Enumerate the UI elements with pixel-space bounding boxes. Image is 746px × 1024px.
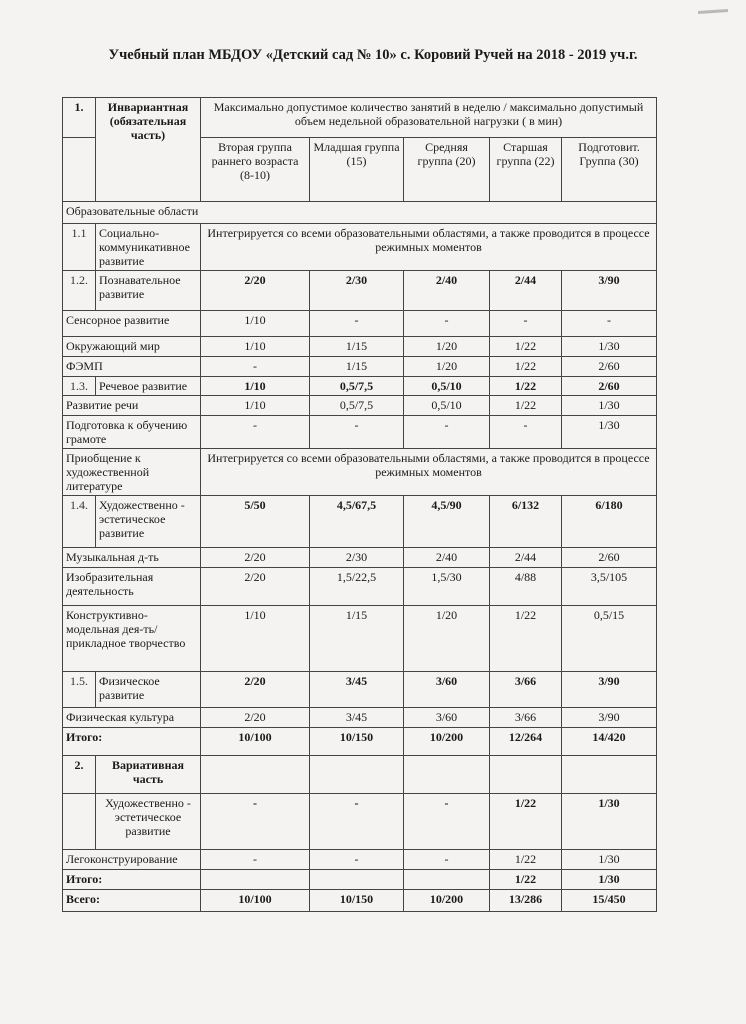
table-row [63,496,657,548]
table-row [63,756,657,794]
sub-label: Окружающий мир [63,337,201,357]
sub-value: 0,5/7,5 [310,396,404,416]
sub-value: 1/22 [490,357,562,377]
sub-label: Подготовка к обучению грамоте [63,416,201,449]
area-value: 1/22 [490,377,562,396]
area-value: - [404,794,490,850]
areas-title: Образовательные области [63,202,657,224]
sub-value: 1/22 [490,850,562,870]
sub-value: 3,5/105 [562,568,657,606]
sub-value: - [490,416,562,449]
sub-value: 3/90 [562,708,657,728]
blank-cell [562,756,657,794]
area-value: 4,5/67,5 [310,496,404,548]
table-row [63,449,657,496]
integrated-note: Интегрируется со всеми образовательными областями, а также проводится в процессе режимных моментов [201,449,657,496]
sub-label: Конструктивно-модельная дея-ть/прикладное творчество [63,606,201,672]
sub-value: - [490,311,562,337]
sub-label: Музыкальная д-ть [63,548,201,568]
area-label: Познавательное развитие [96,271,201,311]
sub-value: - [310,416,404,449]
group-header: Средняя группа (20) [404,138,490,202]
area-value: 2/20 [201,672,310,708]
table-row [63,672,657,708]
table-row [63,870,657,890]
total-label: Итого: [63,870,201,890]
sub-value: 1/20 [404,337,490,357]
table-row [63,271,657,311]
total-label: Всего: [63,890,201,912]
area-value: 2/40 [404,271,490,311]
area-value: 2/20 [201,271,310,311]
sub-value: 2/60 [562,357,657,377]
blank-cell [63,138,96,202]
load-header: Максимально допустимое количество занятий в неделю / максимально допустимый объем недельной образовательной нагрузки ( в мин) [201,98,657,138]
table-row [63,850,657,870]
area-value: 0,5/7,5 [310,377,404,396]
total-value: 15/450 [562,890,657,912]
sub-value: 1/15 [310,357,404,377]
blank-cell [404,756,490,794]
table-row [63,708,657,728]
table-row [63,794,657,850]
blank-cell [310,756,404,794]
blank-cell [490,756,562,794]
sub-value: 4/88 [490,568,562,606]
area-value: 3/60 [404,672,490,708]
row-num: 1.5. [63,672,96,708]
sub-value: 2/60 [562,548,657,568]
blank-cell [63,794,96,850]
area-value: 6/180 [562,496,657,548]
total-value [404,870,490,890]
table-row [63,416,657,449]
sub-label: Развитие речи [63,396,201,416]
total-value [201,870,310,890]
curriculum-table [62,97,657,912]
total-value: 10/150 [310,890,404,912]
total-value: 10/200 [404,728,490,756]
table-row [63,377,657,396]
sub-value: 3/60 [404,708,490,728]
sub-value: 1/30 [562,337,657,357]
area-value: 2/30 [310,271,404,311]
blank-cell [201,756,310,794]
sub-value: - [404,311,490,337]
area-value: 1/10 [201,377,310,396]
sub-value: 1/22 [490,396,562,416]
row-num: 1.1 [63,224,96,271]
total-value: 1/30 [562,870,657,890]
row-num: 1.3. [63,377,96,396]
total-value: 10/100 [201,890,310,912]
total-value: 1/22 [490,870,562,890]
sub-value: 1/30 [562,396,657,416]
area-value: 1/30 [562,794,657,850]
table-row [63,890,657,912]
table-row [63,568,657,606]
sub-value: 1/10 [201,606,310,672]
table-row [63,396,657,416]
table-row [63,311,657,337]
sub-label: Сенсорное развитие [63,311,201,337]
sub-value: 1/22 [490,606,562,672]
sub-value: - [404,850,490,870]
invariant-num: 1. [63,98,96,138]
sub-value: 1/20 [404,606,490,672]
area-value: - [310,794,404,850]
sub-label: Изобразительная деятельность [63,568,201,606]
sub-value: 2/20 [201,708,310,728]
table-row [63,224,657,271]
variative-label: Вариативная часть [96,756,201,794]
sub-label: ФЭМП [63,357,201,377]
row-num: 1.4. [63,496,96,548]
sub-value: 1/30 [562,416,657,449]
sub-value: 0,5/15 [562,606,657,672]
table-row [63,606,657,672]
total-value: 10/100 [201,728,310,756]
area-value: 3/90 [562,672,657,708]
sub-value: 1/15 [310,337,404,357]
area-value: 2/44 [490,271,562,311]
total-value: 10/150 [310,728,404,756]
document-title: Учебный план МБДОУ «Детский сад № 10» с. Коровий Ручей на 2018 - 2019 уч.г. [108,47,638,63]
sub-value: 1/20 [404,357,490,377]
area-value: 5/50 [201,496,310,548]
area-label: Социально-коммуникативное развитие [96,224,201,271]
sub-value: - [310,850,404,870]
total-value [310,870,404,890]
sub-value: 2/30 [310,548,404,568]
sub-value: - [310,311,404,337]
sub-label: Физическая культура [63,708,201,728]
total-value: 12/264 [490,728,562,756]
sub-label: Легоконструирование [63,850,201,870]
sub-value: 1/10 [201,337,310,357]
group-header: Вторая группа раннего возраста (8-10) [201,138,310,202]
area-label: Художественно - эстетическое развитие [96,794,201,850]
scan-mark [698,9,728,14]
sub-value: 2/44 [490,548,562,568]
sub-value: 0,5/10 [404,396,490,416]
integrated-note: Интегрируется со всеми образовательными областями, а также проводится в процессе режимных моментов [201,224,657,271]
area-value: 3/66 [490,672,562,708]
area-label: Физическое развитие [96,672,201,708]
area-label: Художественно - эстетическое развитие [96,496,201,548]
sub-value: - [201,850,310,870]
sub-value: 1/15 [310,606,404,672]
variative-num: 2. [63,756,96,794]
area-value: 3/90 [562,271,657,311]
area-value: 3/45 [310,672,404,708]
area-value: 4,5/90 [404,496,490,548]
total-label: Итого: [63,728,201,756]
sub-value: 2/20 [201,568,310,606]
area-value: 2/60 [562,377,657,396]
group-header: Подготовит. Группа (30) [562,138,657,202]
table-row [63,337,657,357]
sub-value: - [404,416,490,449]
group-header: Старшая группа (22) [490,138,562,202]
sub-value: 3/66 [490,708,562,728]
table-row [63,357,657,377]
sub-label: Приобщение к художественной литературе [63,449,201,496]
sub-value: 3/45 [310,708,404,728]
sub-value: - [562,311,657,337]
sub-value: 1/22 [490,337,562,357]
row-num: 1.2. [63,271,96,311]
total-value: 13/286 [490,890,562,912]
sub-value: 1/30 [562,850,657,870]
area-value: 1/22 [490,794,562,850]
area-value: - [201,794,310,850]
total-value: 14/420 [562,728,657,756]
table-row [63,728,657,756]
group-header: Младшая группа (15) [310,138,404,202]
sub-value: 1,5/22,5 [310,568,404,606]
sub-value: 1,5/30 [404,568,490,606]
area-value: 6/132 [490,496,562,548]
sub-value: 1/10 [201,396,310,416]
sub-value: - [201,357,310,377]
sub-value: 1/10 [201,311,310,337]
sub-value: - [201,416,310,449]
area-label: Речевое развитие [96,377,201,396]
area-value: 0,5/10 [404,377,490,396]
sub-value: 2/20 [201,548,310,568]
table-row [63,548,657,568]
total-value: 10/200 [404,890,490,912]
invariant-label: Инвариантная (обязательная часть) [96,98,201,202]
sub-value: 2/40 [404,548,490,568]
